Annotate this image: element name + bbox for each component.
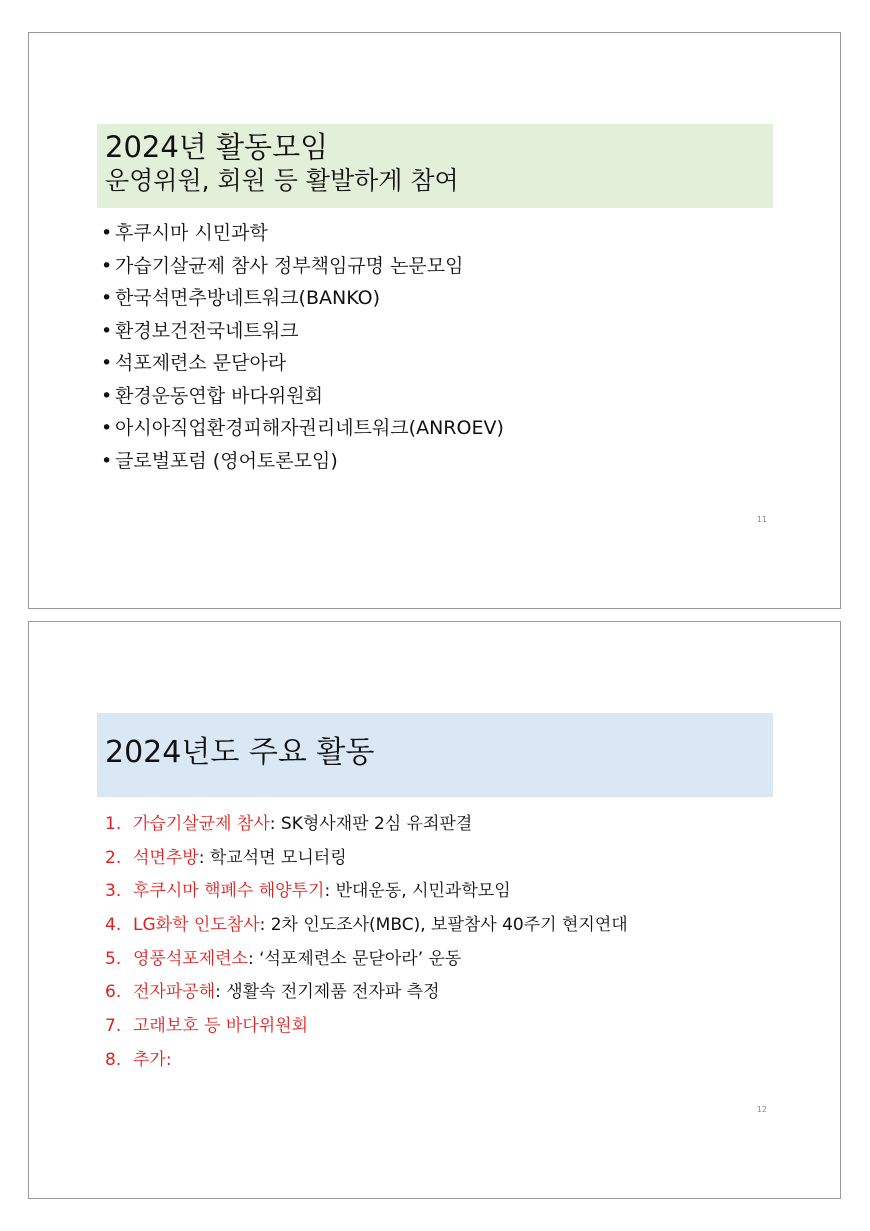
item-number: 4. xyxy=(105,915,122,936)
bullet-icon: • xyxy=(101,222,113,244)
list-item xyxy=(105,1010,628,1044)
item-number: 6. xyxy=(105,982,122,1003)
slide-12 xyxy=(28,621,841,1199)
slide-title-box xyxy=(97,124,773,208)
item-detail: : 반대운동, 시민과학모임 xyxy=(324,881,511,902)
list-item xyxy=(105,875,628,909)
bullet-icon: • xyxy=(101,352,113,374)
list-item-label: 한국석면추방네트워크(BANKO) xyxy=(115,287,380,309)
slide-title: 2024년 활동모임 xyxy=(105,130,329,164)
activity-group-list xyxy=(101,217,504,477)
item-number: 5. xyxy=(105,948,122,969)
slide-title: 2024년도 주요 활동 xyxy=(105,735,375,770)
slide-title-box xyxy=(97,713,773,797)
bullet-icon: • xyxy=(101,319,113,342)
list-item xyxy=(105,909,628,943)
bullet-icon: • xyxy=(101,417,113,439)
slide-subtitle: 운영위원, 회원 등 활발하게 참여 xyxy=(105,166,459,195)
list-item-label: 가습기살균제 참사 정부책임규명 논문모임 xyxy=(115,254,464,277)
slide-11 xyxy=(28,32,841,609)
item-key: 석면추방 xyxy=(133,847,199,868)
list-item xyxy=(101,250,504,283)
list-item-label: 환경운동연합 바다위원회 xyxy=(115,384,323,407)
item-key: 전자파공해 xyxy=(133,982,216,1003)
list-item xyxy=(105,943,628,977)
list-item-label: 석포제련소 문닫아라 xyxy=(115,352,287,374)
list-item-label: 아시아직업환경피해자권리네트워크(ANROEV) xyxy=(115,417,504,439)
item-number: 3. xyxy=(105,881,122,902)
item-detail: : 2차 인도조사(MBC), 보팔참사 40주기 현지연대 xyxy=(259,915,628,936)
bullet-icon: • xyxy=(101,449,113,472)
list-item-label: 글로벌포럼 (영어토론모임) xyxy=(115,449,338,472)
page-number: 12 xyxy=(756,1105,767,1114)
list-item xyxy=(105,842,628,876)
item-detail: : 학교석면 모니터링 xyxy=(198,847,347,868)
item-number: 8. xyxy=(105,1049,122,1070)
list-item xyxy=(101,380,504,413)
item-detail: : ‘석포제련소 문닫아라’ 운동 xyxy=(247,948,462,969)
bullet-icon: • xyxy=(101,254,113,277)
list-item xyxy=(101,217,504,250)
list-item xyxy=(101,347,504,380)
list-item xyxy=(105,976,628,1010)
list-item xyxy=(105,1044,628,1078)
item-detail: : 생활속 전기제품 전자파 측정 xyxy=(215,982,440,1003)
item-key: 가습기살균제 참사 xyxy=(133,814,270,834)
bullet-icon: • xyxy=(101,287,113,309)
item-number: 1. xyxy=(105,814,122,834)
item-key: 후쿠시마 핵폐수 해양투기 xyxy=(133,881,325,902)
list-item xyxy=(105,808,628,842)
item-number: 7. xyxy=(105,1016,122,1037)
bullet-icon: • xyxy=(101,384,113,407)
list-item xyxy=(101,445,504,478)
item-number: 2. xyxy=(105,847,122,868)
list-item-label: 환경보건전국네트워크 xyxy=(115,319,299,342)
item-key: 영풍석포제련소 xyxy=(133,948,248,969)
item-detail: : SK형사재판 2심 유죄판결 xyxy=(269,814,473,834)
list-item xyxy=(101,315,504,348)
item-key: 고래보호 등 바다위원회 xyxy=(133,1016,309,1037)
item-key: LG화학 인도참사 xyxy=(133,915,260,936)
list-item xyxy=(101,412,504,445)
page-number: 11 xyxy=(756,515,767,524)
item-key: 추가: xyxy=(133,1049,172,1070)
list-item-label: 후쿠시마 시민과학 xyxy=(115,222,268,244)
list-item xyxy=(101,282,504,315)
main-activity-list xyxy=(105,808,628,1078)
